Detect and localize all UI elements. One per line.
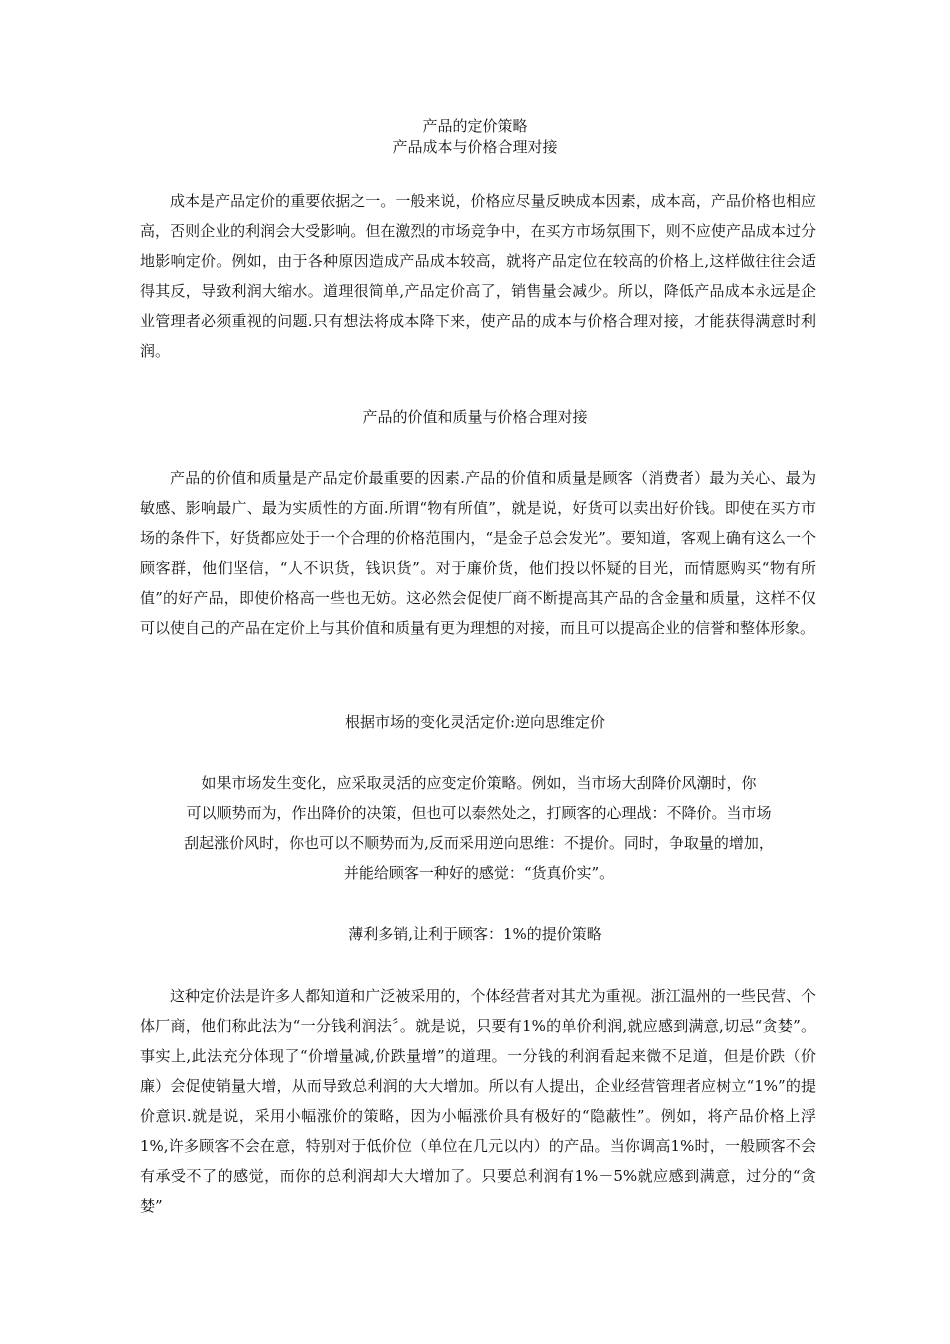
paragraph-value-quality: 产品的价值和质量是产品定价最重要的因素.产品的价值和质量是顾客（消费者）最为关心、最为敏感、影响最广、最为实质性的方面.所谓“物有所值”，就是说，好货可以卖出好价钱。即使在买方市场的条件下，好货都应处于一个合理的价格范围内，“是金子总会发光”。要知道，客观上确有这么一个顾客群，他们坚信，“人不识货，钱识货”。对于廉价货，他们投以怀疑的目光，而情愿购买“物有所值”的好产品，即使价格高一些也无妨。这必然会促使厂商不断提高其产品的含金量和质量，这样不仅可以使自己的产品在定价上与其价值和质量有更为理想的对接，而且可以提高企业的信誉和整体形象。: [140, 469, 816, 637]
document-subtitle: 产品成本与价格合理对接: [392, 138, 558, 156]
paragraph-line: 如果市场发生变化，应采取灵活的应变定价策略。例如，当市场大刮降价风潮时，你: [201, 774, 757, 792]
section-heading-small-profit: 薄利多销,让利于顾客：1%的提价策略: [348, 925, 602, 943]
document-title: 产品的定价策略: [422, 117, 528, 135]
paragraph-line: 可以顺势而为，作出降价的决策，但也可以泰然处之，打顾客的心理战：不降价。当市场: [186, 804, 772, 822]
paragraph-flexible-pricing: [134, 768, 824, 888]
paragraph-line: 刮起涨价风时，你也可以不顺势而为,反而采用逆向思维：不提价。同时，争取量的增加，: [184, 834, 774, 852]
paragraph-small-profit: 这种定价法是许多人都知道和广泛被采用的，个体经营者对其尤为重视。浙江温州的一些民营、个体厂商，他们称此法为“一分钱利润法〞。就是说，只要有1%的单价利润,就应感到满意,切忌“贪婪”。事实上,此法充分体现了“价增量减,价跌量增”的道理。一分钱的利润看起来微不足道，但是价跌（价廉）会促使销量大增，从而导致总利润的大大增加。所以有人提出，企业经营管理者应树立“1%”的提价意识.就是说，采用小幅涨价的策略，因为小幅涨价具有极好的“隐蔽性”。例如，将产品价格上浮1%,许多顾客不会在意，特别对于低价位（单位在几元以内）的产品。当你调高1%时，一般顾客不会有承受不了的感觉，而你的总利润却大大增加了。只要总利润有1%－5%就应感到满意，过分的“贪婪”: [140, 987, 816, 1215]
section-heading-value-quality: 产品的价值和质量与价格合理对接: [362, 408, 588, 426]
paragraph-cost: 成本是产品定价的重要依据之一。一般来说，价格应尽量反映成本因素，成本高，产品价格也相应高，否则企业的利润会大受影响。但在激烈的市场竞争中，在买方市场氛围下，则不应使产品成本过分地影响定价。例如，由于各种原因造成产品成本较高，就将产品定位在较高的价格上,这样做往往会适得其反，导致利润大缩水。道理很简单,产品定价高了，销售量会减少。所以，降低产品成本永远是企业管理者必须重视的问题.只有想法将成本降下来，使产品的成本与价格合理对接，才能获得满意时利润。: [140, 192, 816, 360]
paragraph-line: 并能给顾客一种好的感觉：“货真价实”。: [343, 864, 615, 882]
section-heading-flexible-pricing: 根据市场的变化灵活定价:逆向思维定价: [344, 713, 606, 731]
